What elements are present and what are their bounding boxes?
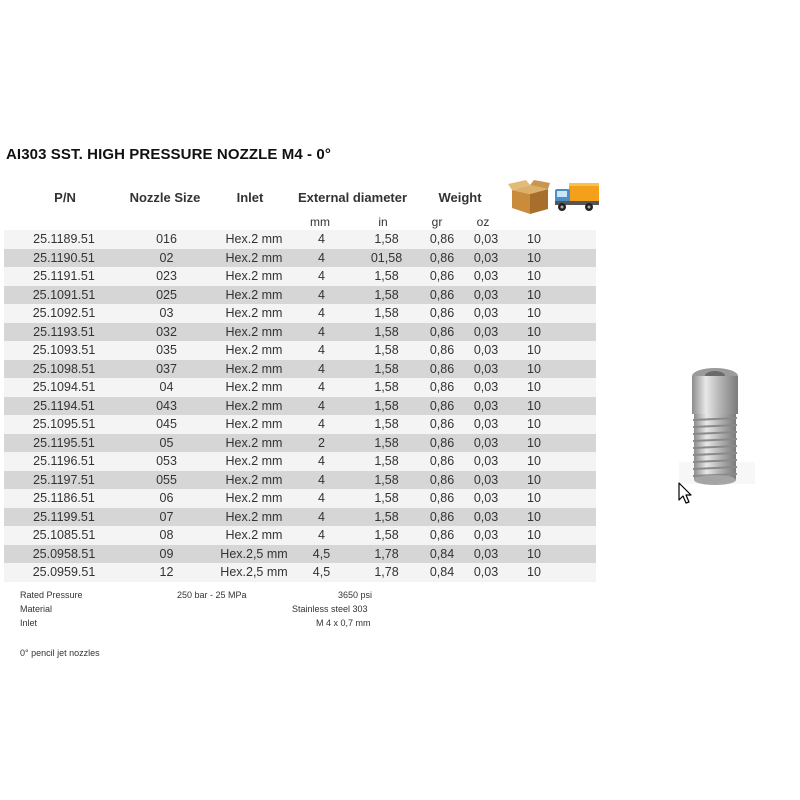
pn-cell: 25.1191.51 — [33, 269, 95, 283]
inlet-cell: Hex.2 mm — [225, 232, 283, 246]
header-nozzle-size: Nozzle Size — [129, 190, 201, 205]
gr-cell: 0,86 — [429, 324, 455, 339]
qty-cell: 10 — [527, 380, 541, 394]
oz-cell: 0,03 — [473, 269, 499, 283]
pn-cell: 25.0958.51 — [32, 546, 96, 561]
cursor-icon — [678, 482, 694, 506]
mm-cell: 4 — [318, 324, 325, 339]
gr-cell: 0,86 — [429, 306, 455, 320]
table-row — [4, 489, 596, 508]
qty-cell: 10 — [527, 306, 541, 320]
mm-cell: 4,5 — [312, 565, 331, 579]
oz-cell: 0,03 — [473, 565, 499, 579]
gr-cell: 0,86 — [429, 380, 455, 394]
gr-cell: 0,86 — [429, 454, 455, 468]
header-external-diameter: External diameter — [297, 190, 408, 205]
oz-cell: 0,03 — [473, 306, 499, 320]
nozzle-size-cell: 02 — [159, 250, 174, 265]
nozzle-size-cell: 037 — [156, 361, 177, 376]
header-weight: Weight — [438, 190, 482, 205]
truck-icon — [553, 181, 601, 213]
inlet-cell: Hex.2 mm — [225, 324, 283, 339]
gr-cell: 0,86 — [429, 287, 455, 302]
in-cell: 1,58 — [374, 232, 399, 246]
mm-cell: 4,5 — [312, 546, 331, 561]
pn-cell: 25.1186.51 — [33, 491, 95, 505]
table-row — [4, 249, 596, 268]
mm-cell: 4 — [318, 417, 325, 431]
qty-cell: 10 — [527, 546, 541, 561]
oz-cell: 0,03 — [473, 232, 499, 246]
oz-cell: 0,03 — [473, 546, 499, 561]
qty-cell: 10 — [527, 361, 541, 376]
inlet-cell: Hex.2 mm — [225, 380, 283, 394]
nozzle-size-cell: 08 — [159, 528, 174, 542]
qty-cell: 10 — [527, 398, 541, 413]
inlet-cell: Hex.2 mm — [225, 528, 283, 542]
oz-cell: 0,03 — [473, 287, 499, 302]
in-cell: 1,58 — [374, 324, 399, 339]
inlet-cell: Hex.2 mm — [225, 361, 283, 376]
mm-cell: 4 — [318, 380, 325, 394]
subheader-gr: gr — [431, 215, 443, 229]
inlet-cell: Hex.2 mm — [225, 435, 283, 450]
mm-cell: 4 — [318, 343, 325, 357]
spec-label: Rated Pressure — [20, 590, 83, 600]
inlet-cell: Hex.2 mm — [225, 509, 283, 524]
oz-cell: 0,03 — [473, 380, 499, 394]
in-cell: 1,78 — [374, 546, 399, 561]
in-cell: 1,58 — [374, 398, 399, 413]
in-cell: 1,58 — [374, 509, 399, 524]
pn-cell: 25.1196.51 — [33, 454, 95, 468]
oz-cell: 0,03 — [473, 491, 499, 505]
inlet-cell: Hex.2 mm — [225, 417, 283, 431]
gr-cell: 0,86 — [429, 435, 455, 450]
in-cell: 1,58 — [374, 306, 399, 320]
in-cell: 1,58 — [374, 528, 399, 542]
inlet-cell: Hex.2,5 mm — [220, 565, 288, 579]
qty-cell: 10 — [527, 528, 541, 542]
nozzle-size-cell: 03 — [159, 306, 174, 320]
mm-cell: 4 — [318, 250, 325, 265]
pn-cell: 25.1093.51 — [32, 343, 96, 357]
qty-cell: 10 — [527, 417, 541, 431]
table-row — [4, 323, 596, 342]
spec-value: M 4 x 0,7 mm — [316, 618, 371, 628]
oz-cell: 0,03 — [473, 454, 499, 468]
oz-cell: 0,03 — [473, 250, 499, 265]
oz-cell: 0,03 — [473, 417, 499, 431]
inlet-cell: Hex.2 mm — [225, 250, 283, 265]
qty-cell: 10 — [527, 232, 541, 246]
inlet-cell: Hex.2 mm — [225, 343, 283, 357]
pn-cell: 25.1199.51 — [33, 509, 95, 524]
qty-cell: 10 — [527, 324, 541, 339]
pn-cell: 25.1197.51 — [33, 472, 95, 487]
spec-value: 250 bar - 25 MPa — [177, 590, 247, 600]
in-cell: 1,58 — [374, 472, 399, 487]
gr-cell: 0,86 — [429, 361, 455, 376]
spec-label: Inlet — [20, 618, 38, 628]
mm-cell: 4 — [318, 528, 325, 542]
qty-cell: 10 — [527, 509, 541, 524]
nozzle-image — [675, 362, 755, 492]
inlet-cell: Hex.2 mm — [225, 454, 283, 468]
table-row — [4, 434, 596, 453]
pn-cell: 25.1098.51 — [32, 361, 96, 376]
table-row — [4, 360, 596, 379]
nozzle-size-cell: 016 — [156, 232, 177, 246]
qty-cell: 10 — [527, 472, 541, 487]
pn-cell: 25.1194.51 — [33, 398, 95, 413]
gr-cell: 0,86 — [429, 343, 455, 357]
table-row — [4, 286, 596, 305]
header-pn: P/N — [54, 190, 76, 205]
qty-cell: 10 — [527, 565, 541, 579]
pn-cell: 25.0959.51 — [32, 565, 96, 579]
gr-cell: 0,84 — [429, 546, 455, 561]
spec-label: Material — [20, 604, 53, 614]
gr-cell: 0,86 — [429, 509, 455, 524]
nozzle-size-cell: 043 — [156, 398, 177, 413]
spec-value: 3650 psi — [338, 590, 373, 600]
nozzle-size-cell: 055 — [156, 472, 177, 487]
inlet-cell: Hex.2 mm — [225, 269, 283, 283]
inlet-cell: Hex.2 mm — [225, 491, 283, 505]
mm-cell: 4 — [318, 454, 325, 468]
inlet-cell: Hex.2,5 mm — [220, 546, 288, 561]
subheader-mm: mm — [310, 215, 330, 229]
qty-cell: 10 — [527, 454, 541, 468]
subheader-oz: oz — [476, 215, 490, 229]
table-row — [4, 526, 596, 545]
qty-cell: 10 — [527, 491, 541, 505]
oz-cell: 0,03 — [473, 509, 499, 524]
table-row — [4, 415, 596, 434]
in-cell: 1,58 — [374, 417, 399, 431]
mm-cell: 2 — [318, 435, 325, 450]
nozzle-size-cell: 045 — [156, 417, 177, 431]
in-cell: 1,58 — [374, 491, 399, 505]
pn-cell: 25.1189.51 — [33, 232, 95, 246]
pn-cell: 25.1094.51 — [32, 380, 96, 394]
in-cell: 1,58 — [374, 454, 399, 468]
table-row — [4, 304, 596, 323]
in-cell: 1,58 — [374, 380, 399, 394]
in-cell: 1,58 — [374, 287, 399, 302]
nozzle-table — [4, 230, 596, 582]
nozzle-size-cell: 035 — [156, 343, 177, 357]
table-row — [4, 452, 596, 471]
gr-cell: 0,86 — [429, 398, 455, 413]
in-cell: 1,58 — [374, 343, 399, 357]
pn-cell: 25.1190.51 — [33, 250, 95, 265]
table-row — [4, 508, 596, 527]
pn-cell: 25.1193.51 — [33, 324, 95, 339]
table-row — [4, 378, 596, 397]
in-cell: 1,78 — [374, 565, 399, 579]
footnote: 0° pencil jet nozzles — [20, 648, 100, 658]
spec-value: Stainless steel 303 — [292, 604, 368, 614]
pn-cell: 25.1092.51 — [32, 306, 96, 320]
page-title: AI303 SST. HIGH PRESSURE NOZZLE M4 - 0° — [6, 146, 331, 163]
gr-cell: 0,84 — [429, 565, 455, 579]
nozzle-size-cell: 09 — [159, 546, 174, 561]
mm-cell: 4 — [318, 361, 325, 376]
pn-cell: 25.1091.51 — [32, 287, 96, 302]
qty-cell: 10 — [527, 287, 541, 302]
qty-cell: 10 — [527, 269, 541, 283]
table-row — [4, 471, 596, 490]
gr-cell: 0,86 — [429, 417, 455, 431]
pn-cell: 25.1195.51 — [33, 435, 95, 450]
oz-cell: 0,03 — [473, 435, 499, 450]
in-cell: 1,58 — [374, 435, 399, 450]
inlet-cell: Hex.2 mm — [225, 306, 283, 320]
mm-cell: 4 — [318, 232, 325, 246]
table-row — [4, 563, 596, 582]
mm-cell: 4 — [318, 491, 325, 505]
nozzle-size-cell: 04 — [159, 380, 174, 394]
mm-cell: 4 — [318, 287, 325, 302]
inlet-cell: Hex.2 mm — [225, 287, 283, 302]
qty-cell: 10 — [527, 343, 541, 357]
in-cell: 01,58 — [370, 250, 403, 265]
oz-cell: 0,03 — [473, 398, 499, 413]
mm-cell: 4 — [318, 306, 325, 320]
subheader-in: in — [378, 215, 388, 229]
nozzle-size-cell: 05 — [159, 435, 174, 450]
mm-cell: 4 — [318, 509, 325, 524]
qty-cell: 10 — [527, 435, 541, 450]
table-row — [4, 341, 596, 360]
qty-cell: 10 — [527, 250, 541, 265]
inlet-cell: Hex.2 mm — [225, 472, 283, 487]
oz-cell: 0,03 — [473, 472, 499, 487]
gr-cell: 0,86 — [429, 472, 455, 487]
oz-cell: 0,03 — [473, 324, 499, 339]
gr-cell: 0,86 — [429, 250, 455, 265]
pn-cell: 25.1085.51 — [32, 528, 96, 542]
nozzle-size-cell: 053 — [156, 454, 177, 468]
mm-cell: 4 — [318, 472, 325, 487]
in-cell: 1,58 — [374, 361, 399, 376]
oz-cell: 0,03 — [473, 528, 499, 542]
in-cell: 1,58 — [374, 269, 399, 283]
nozzle-size-cell: 07 — [159, 509, 174, 524]
table-row — [4, 397, 596, 416]
nozzle-size-cell: 032 — [156, 324, 177, 339]
box-icon — [508, 180, 550, 216]
header-inlet: Inlet — [236, 190, 264, 205]
table-row — [4, 545, 596, 564]
pn-cell: 25.1095.51 — [32, 417, 96, 431]
oz-cell: 0,03 — [473, 343, 499, 357]
mm-cell: 4 — [318, 269, 325, 283]
nozzle-size-cell: 023 — [156, 269, 177, 283]
mm-cell: 4 — [318, 398, 325, 413]
inlet-cell: Hex.2 mm — [225, 398, 283, 413]
gr-cell: 0,86 — [429, 269, 455, 283]
gr-cell: 0,86 — [429, 232, 455, 246]
table-row — [4, 230, 596, 249]
nozzle-size-cell: 12 — [159, 565, 174, 579]
gr-cell: 0,86 — [429, 491, 455, 505]
table-row — [4, 267, 596, 286]
nozzle-size-cell: 06 — [159, 491, 174, 505]
gr-cell: 0,86 — [429, 528, 455, 542]
oz-cell: 0,03 — [473, 361, 499, 376]
nozzle-size-cell: 025 — [156, 287, 177, 302]
